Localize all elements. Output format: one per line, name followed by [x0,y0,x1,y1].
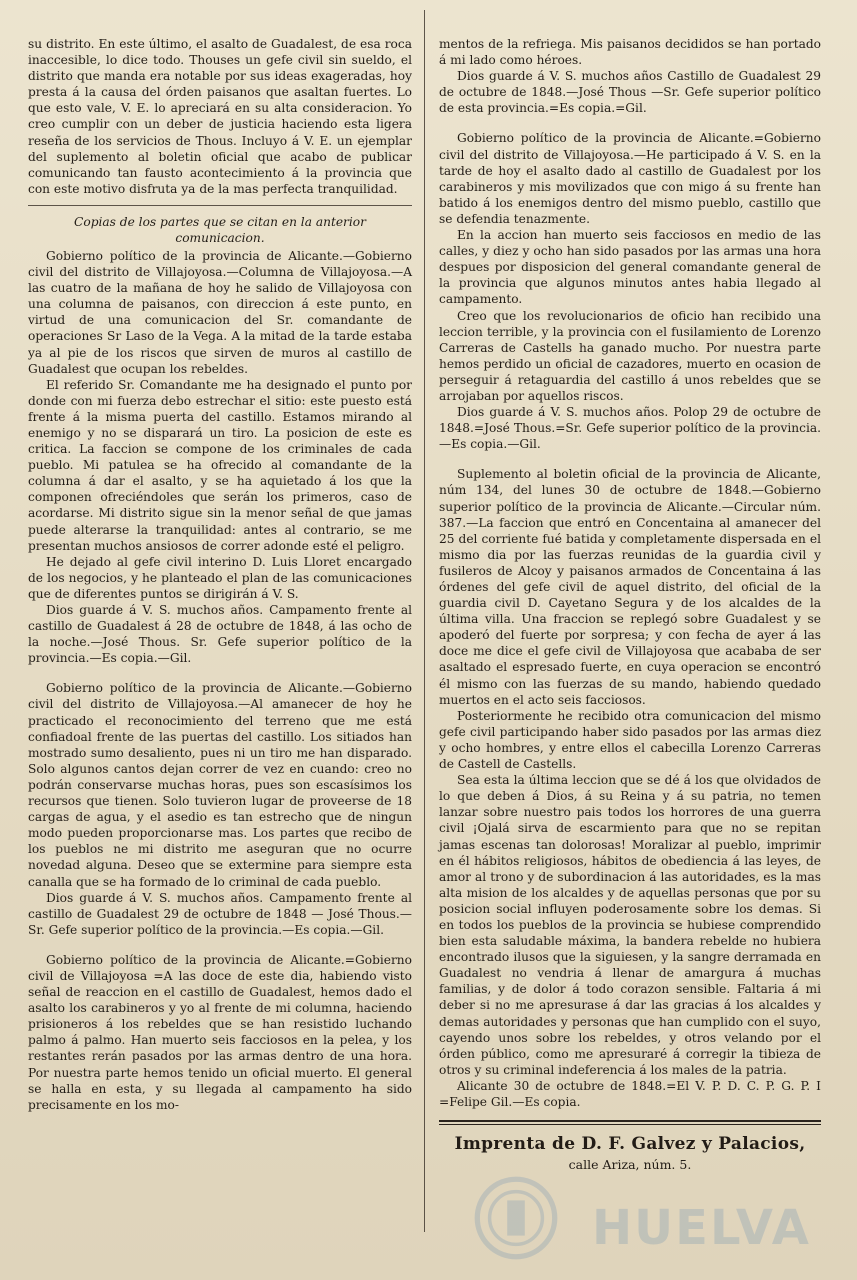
report2-paragraph: Gobierno político de la provincia de Alicante.—Gobierno civil del distrito de Villajoyosa.—Al amanecer de hoy he practicado el reconocimiento del terreno que me está confiadoal frente de las puertas del castillo. Los sitiados han mostrado sumo desaliento, pues ni un tiro me han disparado. Solo algunos cantos dejan correr de vez en cuando: creo no podrán conservarse muchas horas, pues son escasísimos los recursos que tienen. Solo tuvieron lugar de proveerse de 18 cargas de agua, y el asedio es tan estrecho que de ningun modo pueden proporcionarse mas. Los partes que recibo de los pueblos ne mi distrito me aseguran que no ocurre novedad alguna. Deseo que se extermine para siempre esta canalla que se ha formado de lo criminal de cada pueblo. [28,681,412,889]
report1-paragraph: Gobierno político de la provincia de Alicante.—Gobierno civil del distrito de Villajoyosa.—Columna de Villajoyosa.—A las cuatro de la mañana de hoy he salido de Villajoyosa con una columna de paisanos, con direccion á este punto, en virtud de una comunicacion del Sr. comandante de operaciones Sr Laso de la Vega. A la mitad de la tarde estaba ya al pie de los riscos que sirven de muros al castillo de Guadalest que ocupan los rebeldes. [28,248,412,376]
supplement-paragraph: Sea esta la última leccion que se dé á los que olvidados de lo que deben á Dios, á su Reina y á su patria, no temen lanzar sobre nuestro pais todos los horrores de una guerra civil ¡Ojalá sirva de escarmiento para que no se repitan jamas escenas tan dolorosas! Moralizar al pueblo, imprimir en él hábitos religiosos, hábitos de obediencia á las leyes, de amor al trono y de subordinacion á las autoridades, es la mas alta mision de los alcaldes y de aquellas personas que por su posicion social influyen poderosamente sobre los demas. Si en todos los pueblos de la provincia se hubiese comprendido bien esta saludable máxima, la bandera rebelde no hubiera encontrado ilusos que la siguiesen, y la sangre derramada en Guadalest no vendria á llenar de amargura á muchas familias, y de dolor á todo corazon sensible. Faltaria á mi deber si no me apresurase á dar las gracias á los alcaldes y demas autoridades y personas que han cumplido con el suyo, cayendo unos sobre los rebeldes, y otros velando por el órden público, como me apresuraré á corregir la tibieza de otros y su criminal indeferencia á los males de la patria. [439,773,821,1077]
report3-paragraph: Gobierno político de la provincia de Alicante.=Gobierno civil de Villajoyosa =A las doce de este dia, habiendo visto señal de reaccion en el castillo de Guadalest, hemos dado el asalto los carabineros y yo al frente de mi columna, haciendo prisioneros á los rebeldes que se han resistido luchando palmo á palmo. Han muerto seis facciosos en la pelea, y los restantes rerán pasados por las armas dentro de una hora. Por nuestra parte hemos tenido un oficial muerto. El general se halla en esta, y su llegada al campamento ha sido precisamente en los mo- [28,952,412,1112]
report1-signature: Dios guarde á V. S. muchos años. Campamento frente al castillo de Guadalest á 28 de octubre de 1848, á las ocho de la noche.—José Thous. Sr. Gefe superior político de la provincia.—Es copia.—Gil. [28,603,412,666]
left-column [28,36,424,1256]
imprint-address: calle Ariza, núm. 5. [568,1157,692,1173]
paragraph-gap [439,116,821,130]
report3-continuation: mentos de la refriega. Mis paisanos decididos se han portado á mi lado como héroes. [439,37,821,68]
supplement-paragraph: Posteriormente he recibido otra comunicacion del mismo gefe civil participando haber sido pasados por las armas diez y ocho hombres, y entre ellos el cabecilla Lorenzo Carreras de Castell de Castells. [439,708,821,772]
report1-paragraph: El referido Sr. Comandante me ha designado el punto por donde con mi fuerza debo estrechar el sitio: este puesto está frente á la misma puerta del castillo. Estamos mirando al enemigo y no se disparará un tiro. La posicion de este es critica. La faccion se compone de los criminales de cada pueblo. Mi patulea se ha ofrecido al comandante de la columna á dar el asalto, y se ha aquietado á los que la componen ofreciéndoles que serán los primeros, caso de acordarse. Mi distrito sigue sin la menor señal de que jamas puede alterarse la tranquilidad: antes al contrario, se me presentan muchos ansiosos de correr adonde esté el peligro. [28,377,412,553]
report4-paragraph: Gobierno político de la provincia de Alicante.=Gobierno civil del distrito de Villajoyosa.—He participado á V. S. en la tarde de hoy el asalto dado al castillo de Guadalest por los carabineros y mis movilizados que con migo á su frente han batido á los enemigos dentro del mismo pueblo, castillo que se defendia tenazmente. [439,131,821,226]
imprint-rule [439,1120,821,1125]
paragraph-gap [28,938,412,952]
paragraph-gap [439,452,821,466]
report4-signature: Dios guarde á V. S. muchos años. Polop 29 de octubre de 1848.=José Thous.=Sr. Gefe superior político de la provincia.—Es copia.—Gil. [439,405,821,452]
report4-paragraph: En la accion han muerto seis facciosos en medio de las calles, y diez y ocho han sido pasados por las armas una hora despues por disposicion del general comandante general de la provincia que algunos minutos antes habia llegado al campamento. [439,228,821,307]
intro-paragraph: su distrito. En este último, el asalto de Guadalest, de esa roca inaccesible, lo dice todo. Thouses un gefe civil sin sueldo, el distrito que manda era notable por sus ideas exageradas, hoy presta á la causa del órden paisanos que asaltan fuertes. Lo que esto vale, V. E. lo apreciará en su alta consideracion. Yo creo cumplir con un deber de justicia haciendo esta ligera reseña de los servicios de Thous. Incluyo á V. E. un ejemplar del suplemento al boletin oficial que acabo de publicar comunicando tan fausto acontecimiento á la provincia que con este motivo disfruta ya de la mas perfecta tranquilidad. [28,37,412,196]
imprint-title: Imprenta de D. F. Galvez y Palacios, [454,1134,806,1155]
two-column-layout [28,36,831,1256]
section-title: Copias de los partes que se citan en la anterior comunicacion. [74,214,366,245]
report1-paragraph: He dejado al gefe civil interino D. Luis Lloret encargado de los negocios, y he planteado el plan de las comunicaciones que de diferentes puntos se dirigirán á V. S. [28,554,412,601]
report3-signature: Dios guarde á V. S. muchos años Castillo de Guadalest 29 de octubre de 1848.—José Thous —Sr. Gefe superior político de esta provincia.=Es copia.=Gil. [439,69,821,116]
watermark-text: HUELVA [592,1200,811,1256]
report4-paragraph: Creo que los revolucionarios de oficio han recibido una leccion terrible, y la provincia con el fusilamiento de Lorenzo Carreras de Castells ha ganado mucho. Por nuestra parte hemos perdido un oficial de cazadores, muerto en ocasion de perseguir á retaguardia del castillo á unos rebeldes que se arrojaban por aquellos riscos. [439,308,821,403]
report2-signature: Dios guarde á V. S. muchos años. Campamento frente al castillo de Guadalest 29 de octubre de 1848 — José Thous.—Sr. Gefe superior político de la provincia.—Es copia.—Gil. [28,890,412,937]
supplement-signature: Alicante 30 de octubre de 1848.=El V. P. D. C. P. G. P. I =Felipe Gil.—Es copia. [439,1078,821,1109]
section-rule [28,205,412,206]
column-divider [424,10,425,1232]
supplement-paragraph: Suplemento al boletin oficial de la provincia de Alicante, núm 134, del lunes 30 de octubre de 1848.—Gobierno superior político de la provincia de Alicante.—Circular núm. 387.—La faccion que entró en Concentaina al amanecer del 25 del corriente fué batida y completamente dispersada en el mismo dia por las fuerzas reunidas de la guardia civil y fusileros de Alcoy y paisanos armados de Concentaina á las órdenes del gefe civil de aquel distrito, del oficial de la guardia civil D. Cayetano Segura y de los alcaldes de la última villa. Una fraccion se replegó sobre Guadalest y se apoderó del fuerte por sorpresa; y con fecha de ayer á las doce me dice el gefe civil de Villajoyosa que acababa de ser asaltado el espresado fuerte, en cuya operacion se encontró él mismo con las fuerzas de su mando, habiendo quedado muertos en el acto seis facciosos. [439,467,821,707]
right-column [425,36,821,1256]
paragraph-gap [28,666,412,680]
